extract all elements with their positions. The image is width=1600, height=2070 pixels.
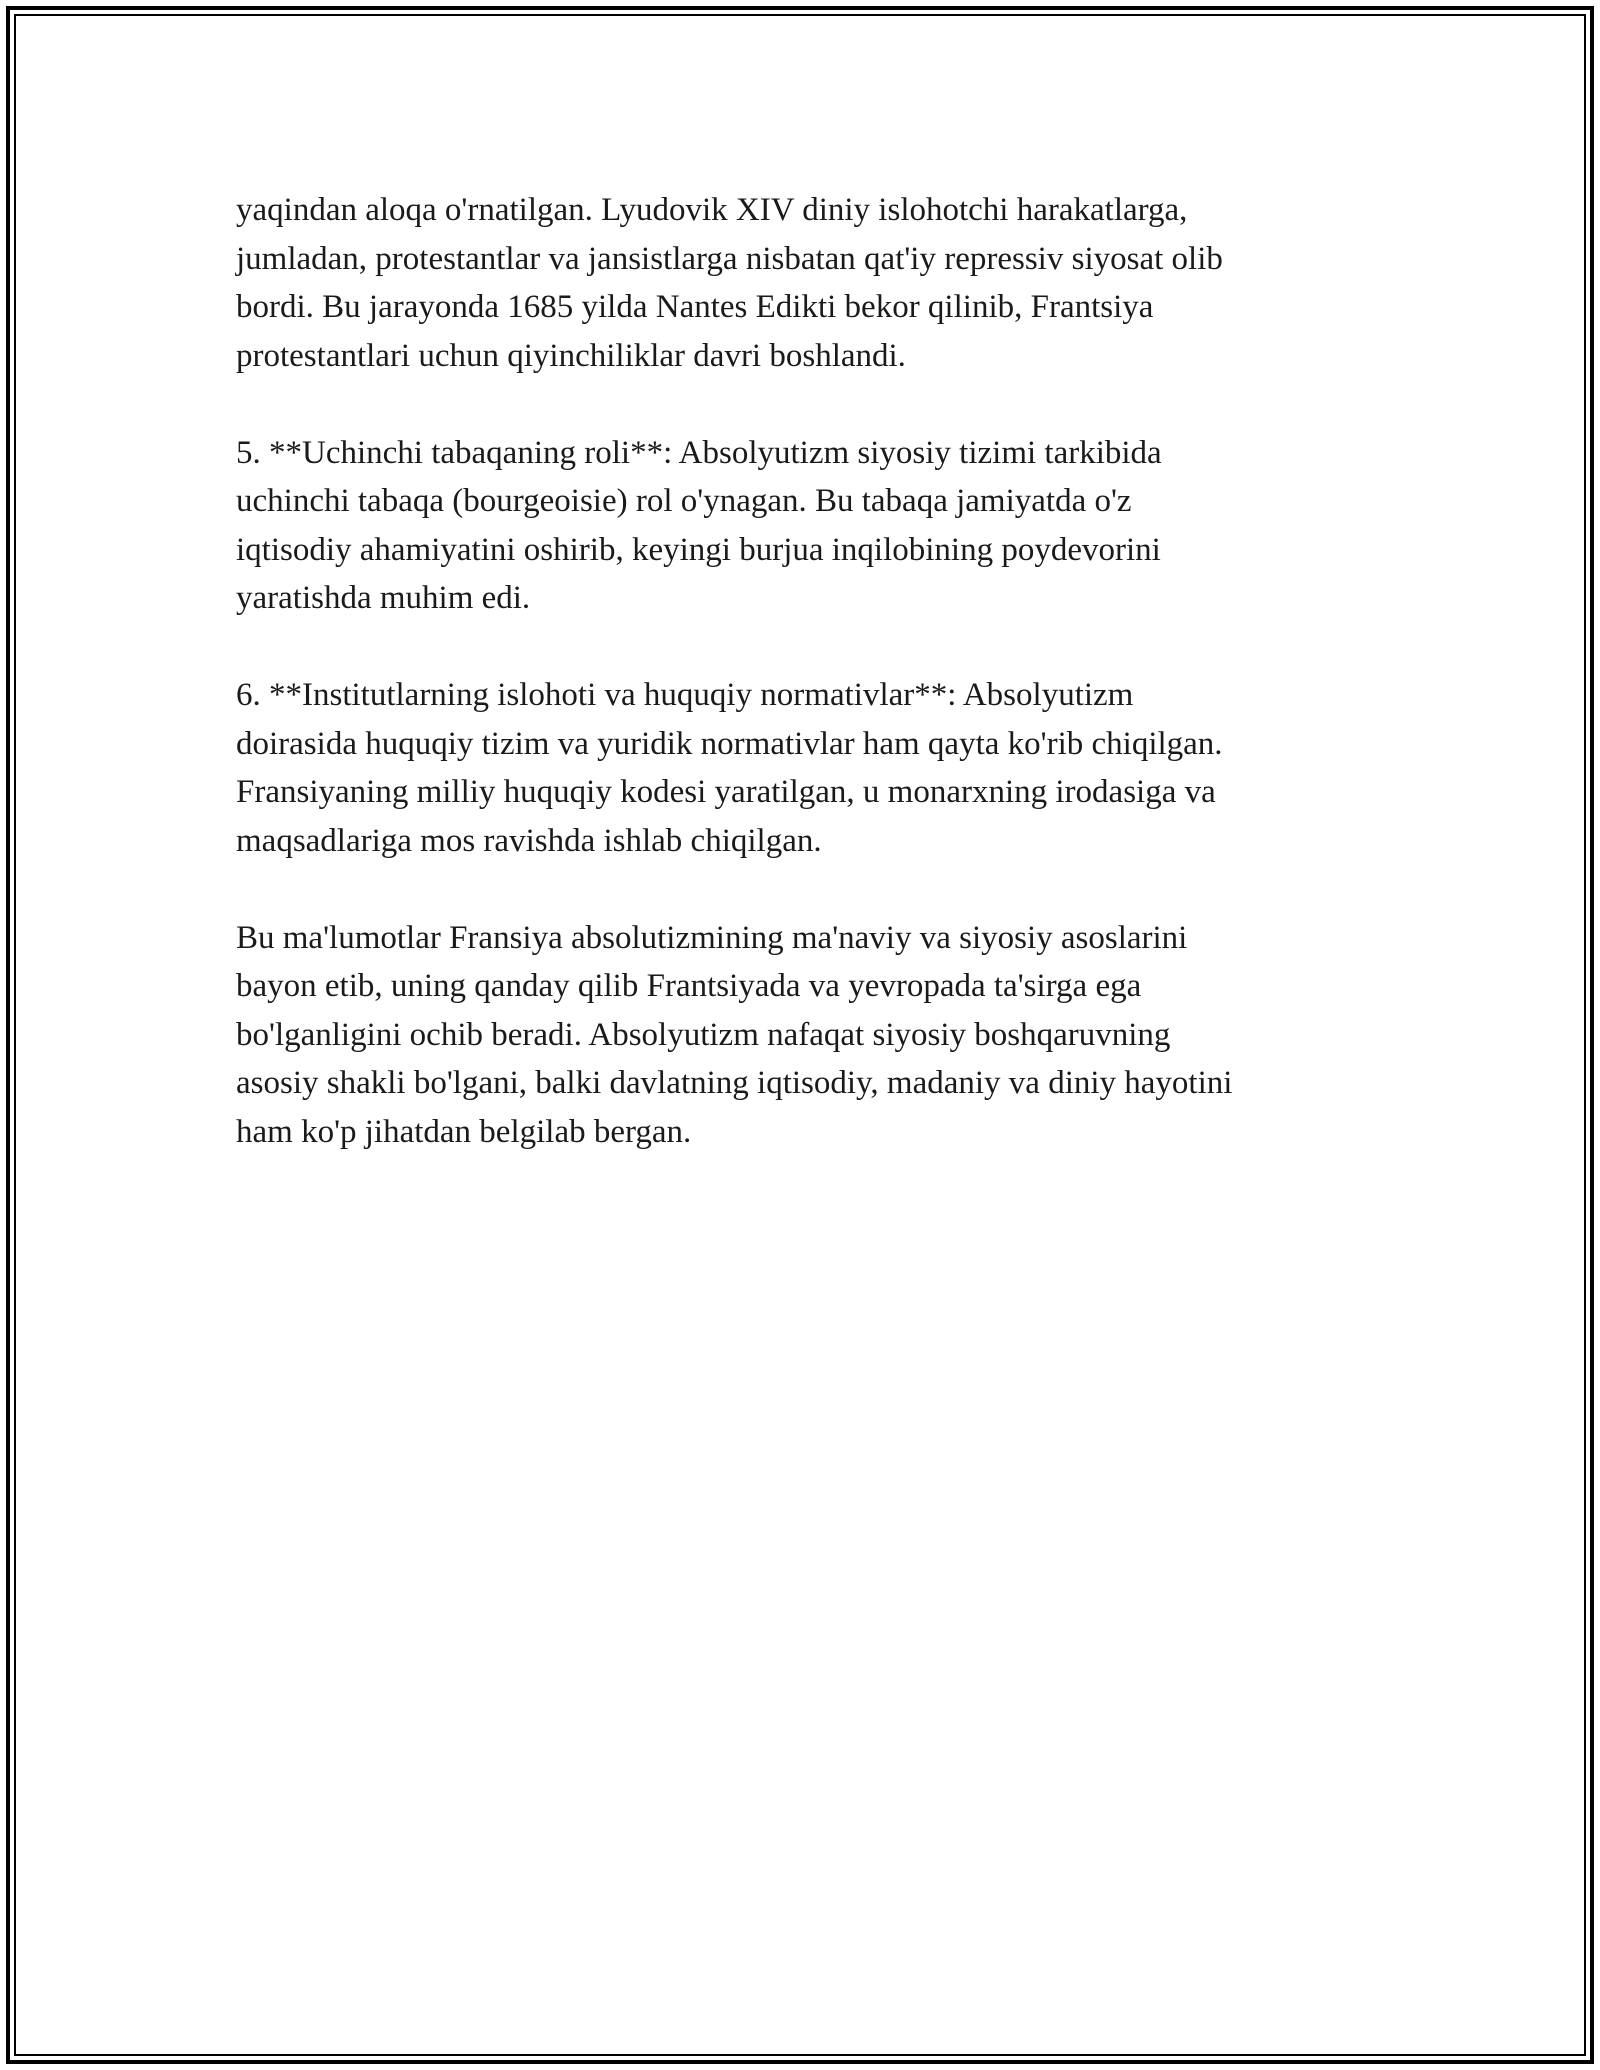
text-line: jumladan, protestantlar va jansistlarga nisbatan qat'iy repressiv siyosat olib [236, 240, 1223, 277]
paragraph-conclusion [236, 914, 1361, 1157]
text-line: uchinchi tabaqa (bourgeoisie) rol o'ynagan. Bu tabaqa jamiyatda o'z [236, 483, 1132, 519]
text-line: protestantlari uchun qiyinchiliklar davri boshlandi. [236, 337, 906, 374]
text-line: yaratishda muhim edi. [236, 580, 531, 616]
text-line: maqsadlariga mos ravishda ishlab chiqilgan. [236, 822, 822, 859]
text-line: bordi. Bu jarayonda 1685 yilda Nantes Edikti bekor qilinib, Frantsiya [236, 289, 1154, 325]
paragraph-nantes-edict [236, 186, 1361, 380]
text-line: asosiy shakli bo'lgani, balki davlatning iqtisodiy, madaniy va diniy hayotini [236, 1065, 1233, 1101]
text-line: 6. **Institutlarning islohoti va huquqiy normativlar**: Absolyutizm [236, 677, 1134, 713]
text-line: bo'lganligini ochib beradi. Absolyutizm nafaqat siyosiy boshqaruvning [236, 1016, 1171, 1053]
text-line: 5. **Uchinchi tabaqaning roli**: Absolyutizm siyosiy tizimi tarkibida [236, 434, 1162, 471]
document-body [236, 186, 1361, 1205]
paragraph-third-estate [236, 429, 1361, 623]
text-line: iqtisodiy ahamiyatini oshirib, keyingi burjua inqilobining poydevorini [236, 531, 1161, 568]
text-line: doirasida huquqiy tizim va yuridik normativlar ham qayta ko'rib chiqilgan. [236, 725, 1223, 762]
paragraph-legal-reform [236, 671, 1361, 865]
text-line: ham ko'p jihatdan belgilab bergan. [236, 1113, 692, 1150]
text-line: yaqindan aloqa o'rnatilgan. Lyudovik XIV diniy islohotchi harakatlarga, [236, 192, 1188, 228]
text-line: Bu ma'lumotlar Fransiya absolutizmining ma'naviy va siyosiy asoslarini [236, 919, 1188, 956]
text-line: Fransiyaning milliy huquqiy kodesi yaratilgan, u monarxning irodasiga va [236, 774, 1216, 810]
text-line: bayon etib, uning qanday qilib Frantsiyada va yevropada ta'sirga ega [236, 968, 1142, 1004]
